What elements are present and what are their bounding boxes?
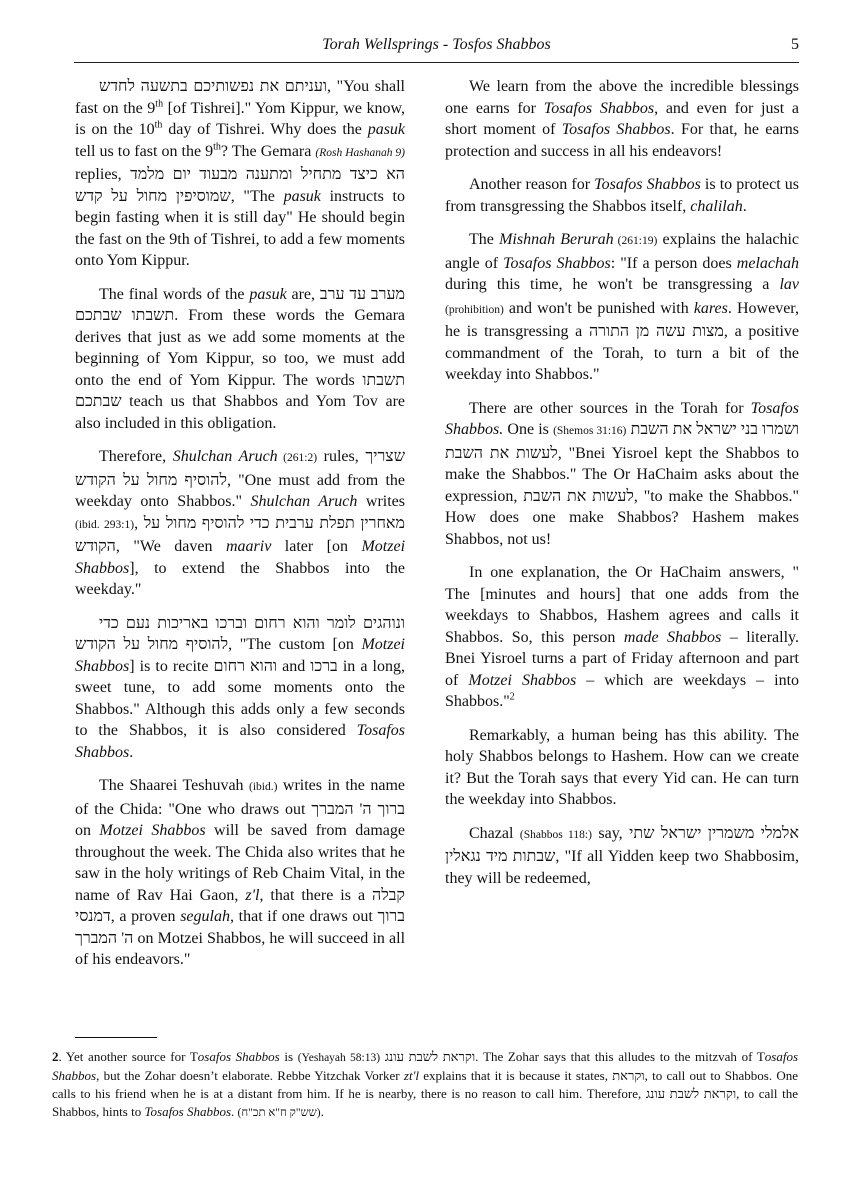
text: [of Tishrei]." Yom Kippur, we know, is on the 10 xyxy=(75,99,405,138)
text: writes in the name of the Chida: "One who draws out xyxy=(75,777,405,818)
text: . xyxy=(320,1104,324,1119)
text: , "The custom [on xyxy=(228,636,362,653)
source-citation: (Shabbos 118:) xyxy=(519,828,592,841)
italic-text: Tosafos Shabbos xyxy=(561,121,671,138)
text: , "One must add from the weekday onto Shabbos." xyxy=(75,471,405,510)
left-column xyxy=(75,76,405,971)
text: tell us to fast on the 9 xyxy=(75,142,214,160)
header-title: Torah Wellsprings - Tosfos Shabbos xyxy=(322,36,551,53)
source-citation: (261:19) xyxy=(613,235,658,247)
paragraph xyxy=(75,284,405,435)
hebrew-text: ונוהגים לומר והוא רחום וברכו באריכות נעם כדי להוסיף מחול על הקודש xyxy=(75,614,405,653)
text: . However, he is transgressing a xyxy=(445,299,799,340)
hebrew-text: ושמרו בני ישראל את השבת לעשות את השבת xyxy=(445,421,800,462)
hebrew-text: לעשות את השבת xyxy=(523,487,634,505)
text: , to call out to Shabbos. One calls to his friend when he is at a distant from him. If he is nearby, there is no reason to call him. Therefore, xyxy=(52,1068,798,1101)
text: on Motzei Shabbos, he will succeed in all of his endeavors." xyxy=(75,929,406,968)
paragraph xyxy=(445,398,799,551)
text: , and even for just a short moment of xyxy=(445,99,799,138)
text: day of Tishrei. Why does the xyxy=(162,121,368,138)
italic-text: Shulchan Aruch xyxy=(250,493,358,510)
source-citation: (Rosh Hashanah 9) xyxy=(315,146,405,159)
paragraph xyxy=(75,613,405,764)
text: In one explanation, the Or HaChaim answers, " The [minutes and hours] that one adds from the weekdays to Shabbos, Hashem agrees and calls it Shabbos. So, this person xyxy=(445,564,799,646)
text: . Yet another source for T xyxy=(58,1049,198,1064)
italic-text: Motzei Shabbos xyxy=(75,636,405,675)
text: is to protect us from transgressing the Shabbos itself, xyxy=(445,176,800,215)
text: The Shaarei Teshuvah xyxy=(99,777,250,794)
italic-text: maariv xyxy=(225,538,272,555)
hebrew-text: וקראת לשבת עונג xyxy=(645,1086,737,1101)
italic-text: Motzei Shabbos xyxy=(75,538,406,577)
text: Another reason for xyxy=(469,176,595,193)
italic-text: made Shabbos xyxy=(623,628,722,646)
text: , but the Zohar doesn’t elaborate. Rebbe Yitzchak Vorker xyxy=(96,1068,404,1083)
hebrew-text: ועניתם את נפשותיכם בתשעה לחדש xyxy=(99,78,328,95)
text: . xyxy=(231,1104,238,1119)
text: during this time, he won't be transgressing a xyxy=(445,276,780,293)
paragraph xyxy=(75,76,405,272)
text: – literally. Bnei Yisroel turns a part of Friday afternoon and part of xyxy=(445,628,799,689)
hebrew-text: מערב עד ערב תשבתו שבתכם xyxy=(75,285,406,324)
text: . xyxy=(129,743,134,761)
source-citation: (Yeshayah 58:13) xyxy=(297,1052,381,1064)
text: ], to extend the Shabbos into the weekday." xyxy=(75,559,405,598)
hebrew-text: קבלה דמנסי xyxy=(75,886,405,925)
text: , "to make the Shabbos." How does one make Shabbos? Hashem makes Shabbos, not us! xyxy=(445,487,800,548)
text: The final words of the xyxy=(99,285,250,303)
italic-text: Tosafos Shabbos xyxy=(144,1104,232,1119)
text: and xyxy=(277,657,311,675)
text: One is xyxy=(503,421,554,438)
text: instructs to begin fasting when it is still day" He should begin the fast on the 9th of Tishrei, to add a few moments onto Yom Kippur. xyxy=(75,187,406,269)
text: , "You shall fast on the 9 xyxy=(75,78,405,117)
hebrew-text: הא כיצד מתחיל ומתענה מבעוד יום מלמד שמוסיפין מחול על קדש xyxy=(75,166,406,205)
text: , that there is a xyxy=(259,886,373,904)
hebrew-text: אלמלי משמרין ישראל שתי שבתות מיד נגאלין xyxy=(445,824,800,865)
text: – which are weekdays – into Shabbos." xyxy=(445,671,800,710)
italic-text: osafos Shabbos xyxy=(197,1049,280,1064)
text: rules, xyxy=(317,448,366,465)
italic-text: melachah xyxy=(736,254,799,272)
hebrew-text: והוא רחום xyxy=(213,657,278,675)
italic-text: chalilah xyxy=(690,197,743,215)
paragraph xyxy=(445,823,799,890)
italic-text: pasuk xyxy=(283,187,321,205)
text: Therefore, xyxy=(99,448,173,465)
italic-text: Tosafos Shabbos xyxy=(594,176,701,193)
paragraph xyxy=(445,174,799,217)
italic-text: segulah, xyxy=(180,908,234,925)
hebrew-text: מצות עשה מן התורה xyxy=(588,323,724,340)
italic-text: pasuk xyxy=(249,285,287,303)
italic-text: Shulchan Aruch xyxy=(172,448,278,465)
text: , a proven xyxy=(110,908,181,925)
text: . xyxy=(742,197,747,215)
hebrew-text: תשבתו שבתכם xyxy=(75,371,405,410)
text: later [on xyxy=(271,538,362,555)
paragraph xyxy=(445,725,799,811)
paragraph xyxy=(75,775,405,971)
source-citation: (ibid. 293:1) xyxy=(75,518,135,531)
hebrew-text: וקראת לשבת עונג xyxy=(384,1049,476,1064)
source-citation: (prohibition) xyxy=(445,303,504,316)
hebrew-text: ברוך ה' המברך xyxy=(75,908,405,947)
paragraph xyxy=(445,229,799,386)
text: and won't be punished with xyxy=(503,299,694,317)
footnote-number: 2 xyxy=(52,1049,59,1064)
superscript: th xyxy=(154,119,163,131)
text: There are other sources in the Torah for xyxy=(469,399,751,417)
text: that if one draws out xyxy=(233,908,378,925)
text: , "If all Yidden keep two Shabbosim, they will be redeemed, xyxy=(445,848,799,887)
italic-text: pasuk xyxy=(367,121,406,138)
paragraph xyxy=(445,76,799,162)
italic-text: z'l xyxy=(245,886,260,904)
italic-text: Tosafos Shabbos. xyxy=(445,399,799,438)
text: replies, xyxy=(75,166,131,183)
text: teach us that Shabbos and Yom Tov are also included in this obligation. xyxy=(75,393,405,432)
paragraph xyxy=(445,562,799,713)
paragraph xyxy=(75,446,405,601)
text: : "If a person does xyxy=(610,254,737,272)
text: in a long, sweet tune, to add some moments onto the Shabbos." Although this adds only a few seconds to the Shabbos, it is also considered xyxy=(75,657,405,739)
italic-text: Tosafos Shabbos xyxy=(543,99,655,117)
hebrew-text: שצריך להוסיף מחול על הקודש xyxy=(75,448,406,489)
italic-text: zt'l xyxy=(403,1068,419,1083)
source-citation: (ibid.) xyxy=(249,781,278,793)
italic-text: Motzei Shabbos xyxy=(468,671,577,689)
text: We learn from the above the incredible blessings one earns for xyxy=(445,78,799,117)
hebrew-text: ברוך ה' המברך xyxy=(311,800,405,818)
text: explains the halachic angle of xyxy=(445,231,800,272)
text: , to call the Shabbos, hints to xyxy=(52,1086,798,1119)
text: explains that it is because it states, xyxy=(418,1068,613,1083)
text: say, xyxy=(591,824,630,842)
text: writes xyxy=(357,493,406,510)
text: . For that, he earns protection and success in all his endeavors! xyxy=(445,121,800,160)
text: will be saved from damage throughout the week. The Chida also writes that he saw in the holy writings of Reb Chaim Vital, in the name of Rav Hai Gaon, xyxy=(75,822,405,904)
superscript: th xyxy=(213,141,221,153)
text: ? The Gemara xyxy=(220,142,316,160)
text: . The Zohar says that this alludes to the mitzvah of T xyxy=(475,1049,765,1064)
text: is xyxy=(279,1049,298,1064)
footnote-marker[interactable]: 2 xyxy=(509,691,515,703)
text: , "The xyxy=(230,187,284,205)
italic-text: Mishnah Berurah xyxy=(499,231,614,248)
page-header xyxy=(74,36,799,63)
text: ] is to recite xyxy=(129,657,214,675)
footnote xyxy=(52,1048,798,1122)
right-column xyxy=(445,76,799,889)
text: , "We daven xyxy=(115,538,226,555)
italic-text: osafos Shabbos xyxy=(52,1049,799,1083)
page-number: 5 xyxy=(791,36,799,53)
text: . From these words the Gemara derives that just as we add some moments at the beginning of Yom Kippur, so too, we must add onto the end of Yom Kippur. The words xyxy=(75,307,405,389)
text: are, xyxy=(286,285,320,303)
footnote-divider xyxy=(75,1037,157,1038)
hebrew-text: וקראת xyxy=(612,1068,645,1083)
source-citation: (שש"ק ח"א תכ"ח) xyxy=(237,1107,321,1119)
italic-text: kares xyxy=(693,299,728,317)
source-citation: (Shemos 31:16) xyxy=(553,425,627,437)
text: Chazal xyxy=(469,824,520,842)
hebrew-text: מאחרין תפלת ערבית כדי להוסיף מחול על הקודש xyxy=(75,514,406,555)
text: Remarkably, a human being has this ability. The holy Shabbos belongs to Hashem. How can we create it? But the Torah says that every Yid can. He can turn the weekday into Shabbos. xyxy=(445,726,799,808)
text: on xyxy=(75,822,100,839)
italic-text: Motzei Shabbos xyxy=(99,822,206,839)
text: , a positive commandment of the Torah, to turn a bit of the weekday into Shabbos." xyxy=(445,323,800,383)
italic-text: Tosafos Shabbos xyxy=(503,254,611,272)
italic-text: Tosafos Shabbos xyxy=(75,722,405,761)
text: , xyxy=(134,514,144,532)
text: , "Bnei Yisroel kept the Shabbos to make the Shabbos." The Or HaChaim asks about the expression, xyxy=(445,444,800,505)
text: The xyxy=(469,231,500,248)
source-citation: (261:2) xyxy=(277,452,318,464)
superscript: th xyxy=(155,98,164,110)
italic-text: lav xyxy=(779,276,799,293)
hebrew-text: ברכו xyxy=(310,657,338,675)
